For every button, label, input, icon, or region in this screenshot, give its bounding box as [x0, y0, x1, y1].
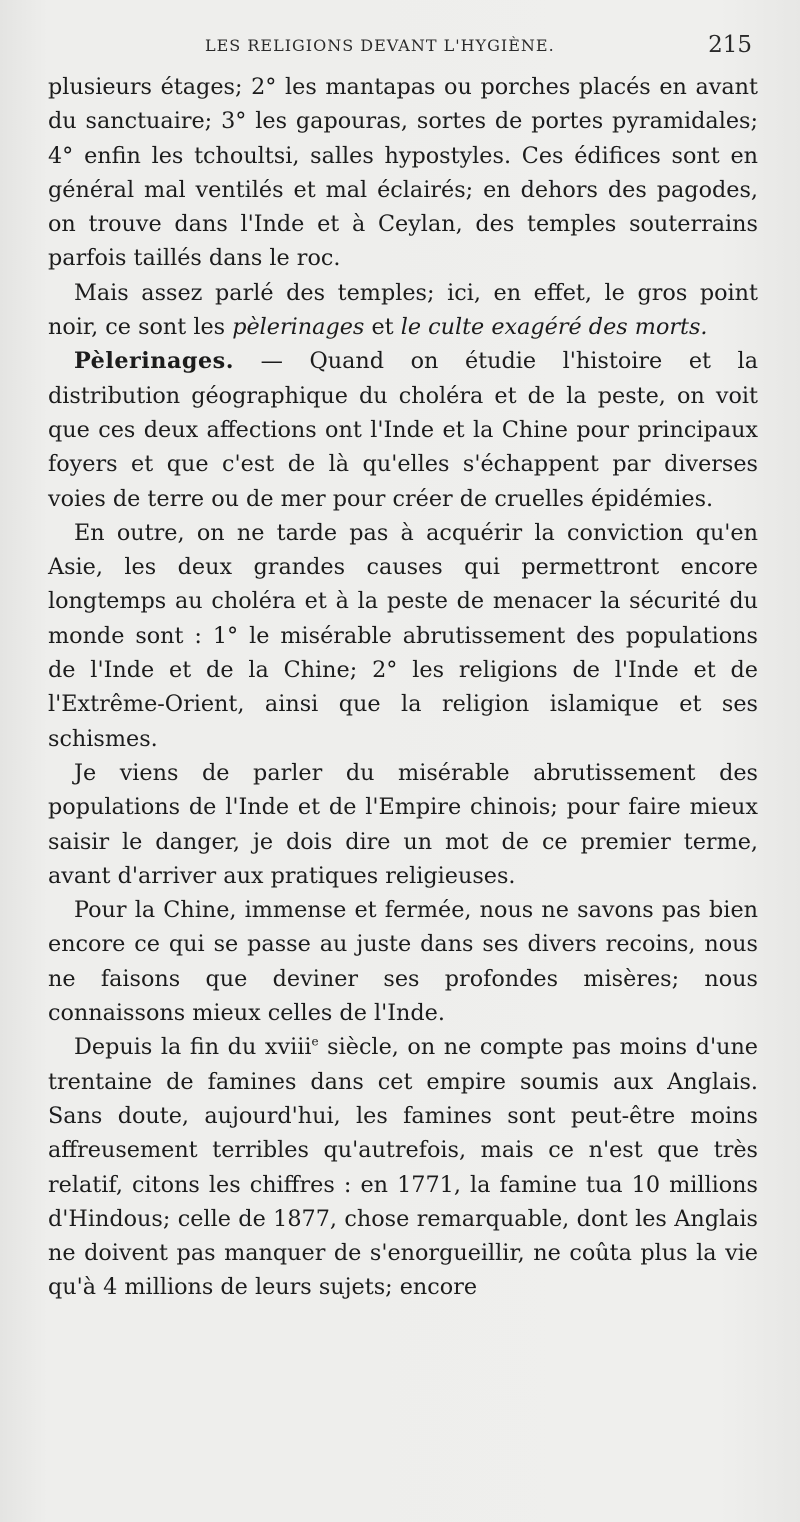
paragraph-2-text-start: Mais assez parlé des temples; ici, en effet, le gros point noir, ce sont les — [48, 279, 758, 341]
italic-culte-des-morts: le culte exagéré des morts. — [400, 314, 708, 341]
century-numeral: xviii — [264, 1034, 312, 1061]
running-title: LES RELIGIONS DEVANT L'HYGIÈNE. — [205, 36, 555, 55]
paragraph-2 — [48, 276, 758, 345]
paragraph-7-text-start: Depuis la fin du — [74, 1034, 265, 1061]
paragraph-1: plusieurs étages; 2° les mantapas ou porches placés en avant du sanctuaire; 3° les gapouras, sortes de portes pyramidales; 4° enfin les tchoultsi, salles hypostyles. Ces édifices sont en général mal ventilés et mal éclairés; en dehors des pagodes, on trouve dans l'Inde et à Ceylan, des temples souterrains parfois taillés dans le roc. — [48, 74, 758, 272]
body-text — [48, 70, 758, 1305]
paragraph-5: Je viens de parler du misérable abrutissement des populations de l'Inde et de l'Empire chinois; pour faire mieux saisir le danger, je dois dire un mot de ce premier terme, avant d'arriver aux pratiques religieuses. — [48, 759, 758, 889]
paragraph-6: Pour la Chine, immense et fermée, nous ne savons pas bien encore ce qui se passe au juste dans ses divers recoins, nous ne faisons que deviner ses profondes misères; nous connaissons mieux celles de l'Inde. — [48, 897, 758, 1027]
paragraph-7 — [48, 1030, 758, 1304]
paragraph-7-text-rest: siècle, on ne compte pas moins d'une trentaine de famines dans cet empire soumis aux Anglais. Sans doute, aujourd'hui, les famines sont peut-être moins affreusement terribles qu'autrefois, mais ce n'est que très relatif, citons les chiffres : en 1771, la famine tua 10 millions d'Hindous; celle de 1877, chose remarquable, dont les Anglais ne doivent pas manquer de s'enorgueillir, ne coûta plus la vie qu'à 4 millions de leurs sujets; encore — [48, 1034, 758, 1301]
paragraph-4: En outre, on ne tarde pas à acquérir la conviction qu'en Asie, les deux grandes causes qui permettront encore longtemps au choléra et à la peste de menacer la sécurité du monde sont : 1° le misérable abrutissement des populations de l'Inde et de la Chine; 2° les religions de l'Inde et de l'Extrême-Orient, ainsi que la religion islamique et ses schismes. — [48, 519, 758, 752]
running-header — [205, 32, 752, 58]
paragraph-3 — [48, 344, 758, 515]
century-superscript: e — [311, 1034, 319, 1049]
paragraph-2-text-mid: et — [364, 314, 401, 341]
page-number: 215 — [708, 32, 752, 58]
section-heading-pelerinages: Pèlerinages. — [74, 348, 234, 375]
italic-pelerinages: pèlerinages — [232, 314, 365, 341]
paragraph-3-text: — Quand on étudie l'histoire et la distribution géographique du choléra et de la peste, on voit que ces deux affections ont l'Inde et la Chine pour principaux foyers et que c'est de là qu'elles s'échappent par diverses voies de terre ou de mer pour créer de cruelles épidémies. — [48, 348, 758, 512]
